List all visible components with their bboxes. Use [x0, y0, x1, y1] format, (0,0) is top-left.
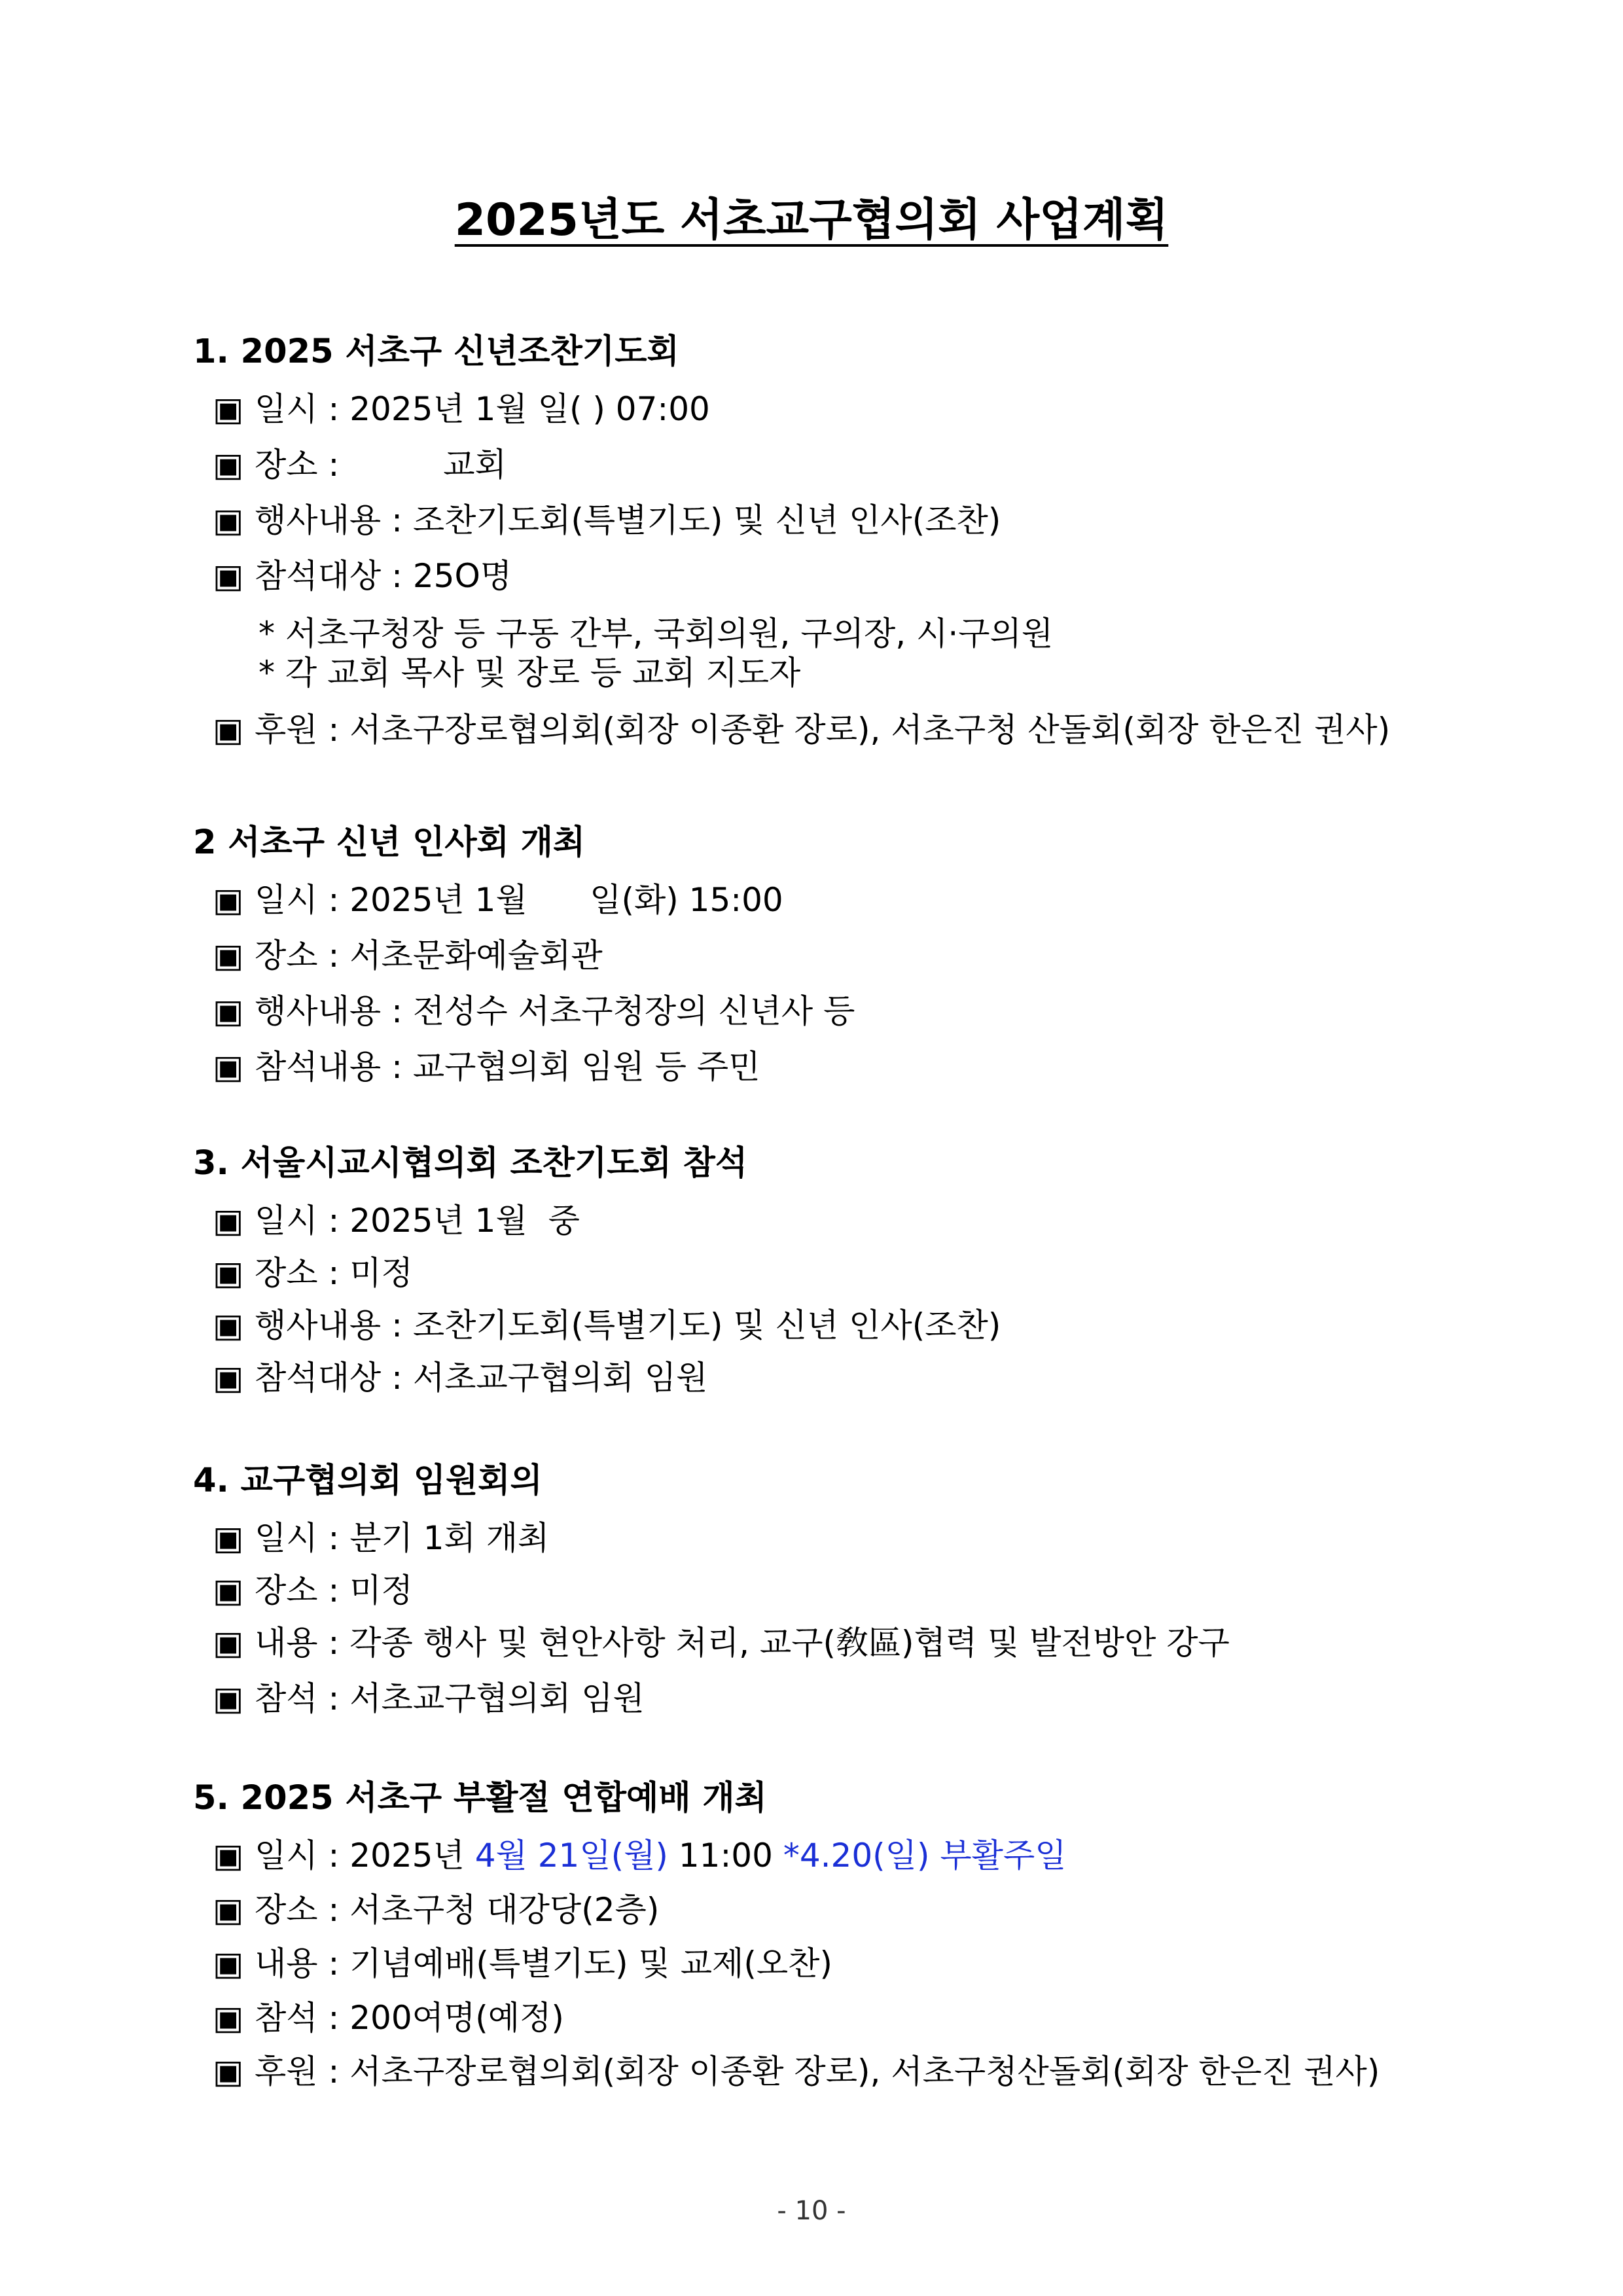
section-4-heading: 4. 교구협의회 임원회의 [193, 1462, 543, 1500]
checkbox-square-icon: ▣ [213, 1519, 244, 1557]
s1-date: ▣ 일시 : 2025년 1월 일( ) 07:00 [213, 390, 710, 428]
checkbox-square-icon: ▣ [213, 1679, 244, 1717]
s5-date: ▣ 일시 : 2025년 4월 21일(월) 11:00 *4.20(일) 부활주일 [213, 1837, 1067, 1874]
s1-note-1: * 서초구청장 등 구동 간부, 국회의원, 구의장, 시·구의원 [259, 615, 1054, 653]
checkbox-square-icon: ▣ [213, 2053, 244, 2090]
s5-easter-note: *4.20(일) 부활주일 [783, 1837, 1067, 1874]
checkbox-square-icon: ▣ [213, 711, 244, 749]
s3-content: ▣ 행사내용 : 조찬기도회(특별기도) 및 신년 인사(조찬) [213, 1306, 1001, 1344]
s1-attendees: ▣ 참석대상 : 25O명 [213, 557, 512, 595]
section-3-heading: 3. 서울시교시협의회 조찬기도회 참석 [193, 1144, 748, 1183]
checkbox-square-icon: ▣ [213, 1359, 244, 1397]
s2-place: ▣ 장소 : 서초문화예술회관 [213, 937, 603, 975]
s4-place: ▣ 장소 : 미정 [213, 1571, 413, 1609]
checkbox-square-icon: ▣ [213, 446, 244, 484]
s2-attendees: ▣ 참석내용 : 교구협의회 임원 등 주민 [213, 1048, 760, 1086]
checkbox-square-icon: ▣ [213, 557, 244, 595]
s2-date: ▣ 일시 : 2025년 1월 일(화) 15:00 [213, 881, 783, 919]
checkbox-square-icon: ▣ [213, 992, 244, 1030]
s5-sponsor: ▣ 후원 : 서초구장로협의회(회장 이종환 장로), 서초구청산돌회(회장 한은진 권사) [213, 2053, 1380, 2090]
s1-content: ▣ 행사내용 : 조찬기도회(특별기도) 및 신년 인사(조찬) [213, 501, 1001, 539]
checkbox-square-icon: ▣ [213, 1837, 244, 1874]
checkbox-square-icon: ▣ [213, 881, 244, 919]
checkbox-square-icon: ▣ [213, 1999, 244, 2037]
section-1-heading: 1. 2025 서초구 신년조찬기도회 [193, 332, 679, 371]
s3-attendees: ▣ 참석대상 : 서초교구협의회 임원 [213, 1359, 708, 1397]
section-5-heading: 5. 2025 서초구 부활절 연합예배 개최 [193, 1779, 767, 1818]
s3-place: ▣ 장소 : 미정 [213, 1254, 413, 1292]
s5-attendees: ▣ 참석 : 200여명(예정) [213, 1999, 564, 2037]
page-title: 2025년도 서초교구협의회 사업계획 [454, 194, 1169, 246]
s5-place: ▣ 장소 : 서초구청 대강당(2층) [213, 1891, 660, 1929]
checkbox-square-icon: ▣ [213, 1891, 244, 1929]
section-2-heading: 2 서초구 신년 인사회 개최 [193, 823, 586, 862]
s4-attendees: ▣ 참석 : 서초교구협의회 임원 [213, 1679, 645, 1717]
s5-date-highlight: 4월 21일(월) [474, 1837, 668, 1874]
checkbox-square-icon: ▣ [213, 390, 244, 428]
s3-date: ▣ 일시 : 2025년 1월 중 [213, 1202, 580, 1240]
checkbox-square-icon: ▣ [213, 501, 244, 539]
checkbox-square-icon: ▣ [213, 1254, 244, 1292]
checkbox-square-icon: ▣ [213, 1945, 244, 1982]
s4-content: ▣ 내용 : 각종 행사 및 현안사항 처리, 교구(敎區)협력 및 발전방안 강구 [213, 1624, 1230, 1662]
s5-content: ▣ 내용 : 기념예배(특별기도) 및 교제(오찬) [213, 1945, 832, 1982]
checkbox-square-icon: ▣ [213, 1624, 244, 1662]
s1-place: ▣ 장소 : 교회 [213, 446, 507, 484]
s4-date: ▣ 일시 : 분기 1회 개최 [213, 1519, 550, 1557]
checkbox-square-icon: ▣ [213, 1202, 244, 1240]
s2-content: ▣ 행사내용 : 전성수 서초구청장의 신년사 등 [213, 992, 855, 1030]
page-number: - 10 - [777, 2196, 846, 2226]
checkbox-square-icon: ▣ [213, 1571, 244, 1609]
checkbox-square-icon: ▣ [213, 937, 244, 975]
checkbox-square-icon: ▣ [213, 1048, 244, 1086]
s1-sponsor: ▣ 후원 : 서초구장로협의회(회장 이종환 장로), 서초구청 산돌회(회장 한은진 권사) [213, 711, 1391, 749]
s1-note-2: * 각 교회 목사 및 장로 등 교회 지도자 [259, 654, 801, 692]
checkbox-square-icon: ▣ [213, 1306, 244, 1344]
